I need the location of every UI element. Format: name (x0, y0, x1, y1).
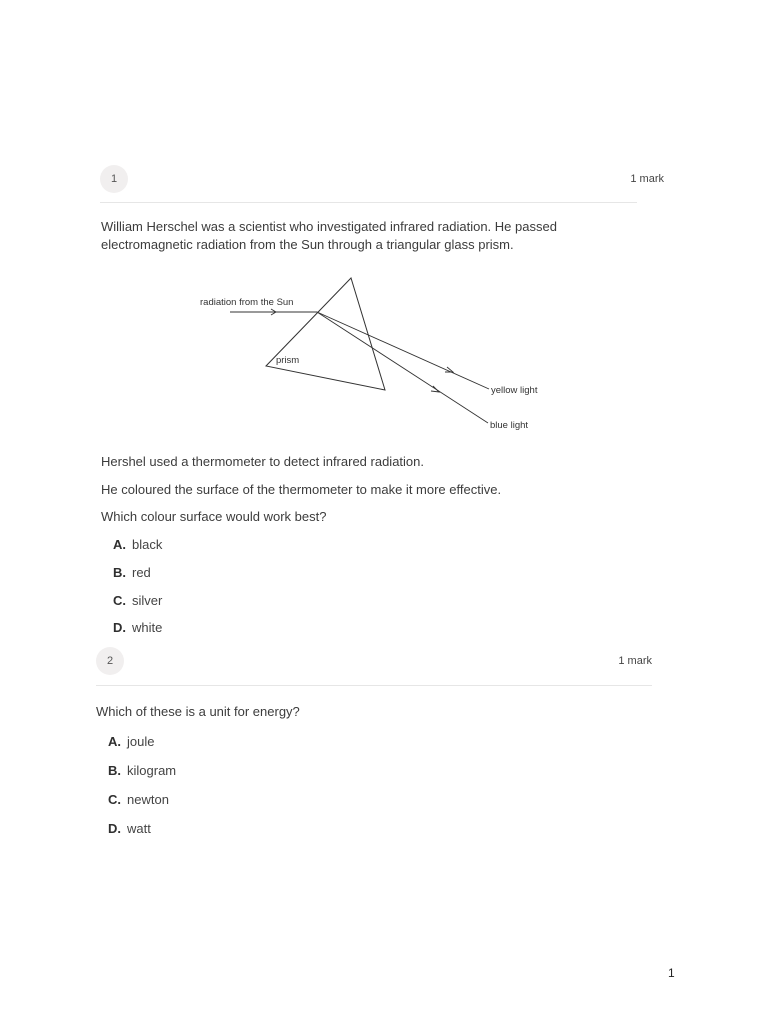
answer-option-d[interactable] (108, 821, 151, 836)
option-text: silver (132, 593, 163, 608)
question-prompt: Which of these is a unit for energy? (96, 704, 300, 719)
question-intro-line-1: William Herschel was a scientist who investigated infrared radiation. He passed (101, 219, 557, 234)
answer-option-c[interactable] (108, 792, 169, 807)
yellow-light-ray (317, 312, 489, 389)
option-letter: C. (108, 792, 121, 807)
answer-option-b[interactable] (113, 565, 151, 580)
option-text: black (132, 537, 163, 552)
label-prism: prism (276, 355, 300, 366)
prism-diagram (195, 270, 555, 440)
option-letter: B. (108, 763, 121, 778)
answer-option-c[interactable] (113, 593, 162, 608)
divider (96, 685, 652, 686)
question-intro-line-2: electromagnetic radiation from the Sun through a triangular glass prism. (101, 237, 514, 252)
question-number-badge (100, 165, 128, 193)
option-text: newton (127, 792, 169, 807)
option-text: white (132, 620, 163, 635)
question-number-badge (96, 647, 124, 675)
page-number: 1 (668, 966, 675, 980)
answer-option-b[interactable] (108, 763, 176, 778)
label-blue-light: blue light (490, 420, 529, 431)
divider (100, 202, 637, 203)
question-marks: 1 mark (618, 655, 652, 667)
option-letter: C. (113, 593, 126, 608)
option-letter: D. (108, 821, 121, 836)
option-text: joule (127, 734, 155, 749)
label-yellow-light: yellow light (491, 385, 538, 396)
option-letter: A. (108, 734, 121, 749)
option-letter: D. (113, 620, 126, 635)
answer-option-d[interactable] (113, 620, 162, 635)
question-prompt: Which colour surface would work best? (101, 509, 327, 524)
label-radiation: radiation from the Sun (200, 297, 294, 308)
question-text-2: He coloured the surface of the thermometer to make it more effective. (101, 482, 502, 497)
answer-option-a[interactable] (108, 734, 154, 749)
answer-option-a[interactable] (113, 537, 162, 552)
option-text: kilogram (127, 763, 177, 778)
question-marks: 1 mark (630, 173, 664, 185)
question-number: 1 (110, 173, 118, 185)
blue-light-ray (317, 312, 488, 423)
option-text: watt (127, 821, 151, 836)
option-text: red (132, 565, 151, 580)
option-letter: B. (113, 565, 126, 580)
option-letter: A. (113, 537, 126, 552)
question-text-1: Hershel used a thermometer to detect infrared radiation. (101, 454, 425, 469)
question-number: 2 (106, 655, 114, 667)
